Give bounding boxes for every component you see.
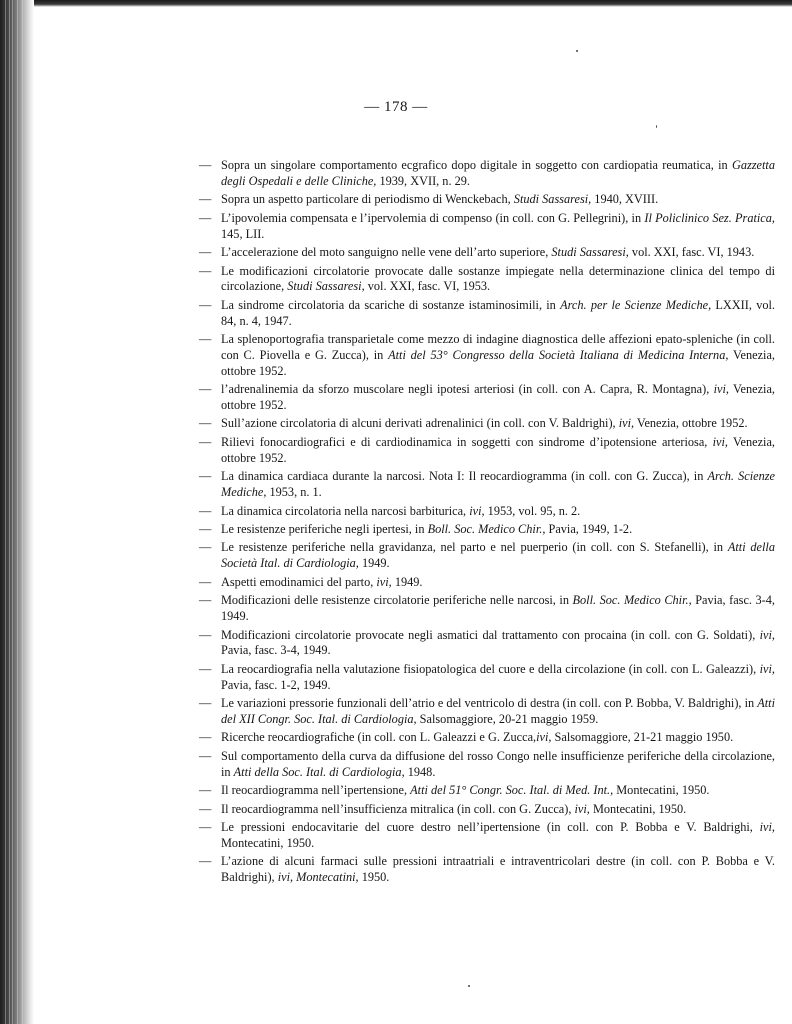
entry-title: L’ipovolemia compensata e l’ipervolemia di compenso (in coll. con G. Pellegrini), in [221, 210, 645, 225]
entry-source: Studi Sassaresi, [551, 245, 629, 260]
entry-dash: — [199, 521, 212, 536]
entry-text [221, 192, 775, 208]
entry-details: Venezia, ottobre 1952. [221, 382, 775, 412]
publication-entry [199, 522, 779, 538]
entry-source: ivi, [759, 627, 775, 642]
entry-title: Le resistenze periferiche nella gravidanza, nel parto e nel puerperio (in coll. con S. Stefanelli), in [221, 540, 728, 555]
scan-left-edge [0, 0, 34, 1024]
entry-title: La reocardiografia nella valutazione fisiopatologica del cuore e della circolazione (in coll. con L. Galeazzi), [221, 661, 760, 676]
entry-details: 1953, n. 1. [266, 485, 322, 500]
entry-dash: — [199, 332, 212, 347]
entry-title: Le modificazioni circolatorie provocate dalle sostanze impiegate nella determinazione clinica del tempo di circolazione, [221, 263, 775, 294]
entry-dash: — [199, 574, 212, 589]
publication-entry [199, 504, 779, 520]
entry-dash: — [199, 661, 212, 676]
publication-entry [199, 749, 779, 781]
entry-details: Montecatini, 1950. [613, 783, 710, 798]
entry-details: 1940, XVIII. [591, 192, 659, 207]
entry-text [221, 696, 775, 728]
publication-entry [199, 820, 779, 852]
publication-entry [199, 783, 779, 799]
publication-entry [199, 730, 779, 746]
entry-dash: — [199, 210, 212, 225]
entry-title: La sindrome circolatoria da scariche di sostanze istaminosimili, in [221, 297, 561, 312]
entry-dash: — [199, 783, 212, 798]
publication-entry [199, 854, 779, 886]
entry-details: 1949. [391, 574, 423, 589]
publication-entry [199, 575, 779, 591]
page-number: — 178 — [364, 99, 428, 115]
publication-entry [199, 435, 779, 467]
publication-entry [199, 245, 779, 261]
entry-text [221, 245, 775, 261]
entry-dash: — [199, 696, 212, 711]
publication-entry [199, 298, 779, 330]
publication-entry [199, 593, 779, 625]
entry-source: Arch. per le Scienze Mediche, [560, 297, 712, 312]
entry-source: ivi, [376, 574, 392, 589]
entry-text [221, 820, 775, 852]
publication-entry [199, 382, 779, 414]
entry-dash: — [199, 854, 212, 869]
entry-text [221, 504, 775, 520]
entry-text [221, 540, 775, 572]
entry-details: Pavia, fasc. 3-4, 1949. [221, 643, 331, 658]
entry-dash: — [199, 469, 212, 484]
entry-source: Studi Sassaresi, [513, 192, 592, 207]
entry-title: Le variazioni pressorie funzionali dell’atrio e del ventricolo di destra (in coll. con P. Bobba, V. Baldrighi), in [221, 696, 758, 711]
entry-source: Atti del 51° Congr. Soc. Ital. di Med. Int., [410, 783, 614, 798]
entry-title: l’adrenalinemia da sforzo muscolare negli ipotesi arteriosi (in coll. con A. Capra, R. Montagna), [221, 382, 714, 397]
publication-entry [199, 802, 779, 818]
entry-title: Sull’azione circolatoria di alcuni derivati adrenalinici (in coll. con V. Baldrighi), [221, 416, 619, 431]
entry-text [221, 469, 775, 501]
entry-dash: — [199, 593, 212, 608]
entry-title: Le resistenze periferiche negli ipertesi, in [221, 521, 428, 536]
entry-text [221, 416, 775, 432]
scan-speck [656, 125, 657, 128]
publication-entry [199, 469, 779, 501]
entry-details: 1953, vol. 95, n. 2. [484, 503, 581, 518]
entry-dash: — [199, 503, 212, 518]
entry-dash: — [199, 730, 212, 745]
entry-source: ivi, [536, 730, 552, 745]
entry-text [221, 298, 775, 330]
entry-source: Atti del XII Congr. Soc. Ital. di Cardiologia, [221, 696, 775, 726]
entry-source: ivi, [618, 416, 635, 431]
entry-details: vol. XXI, fasc. VI, 1953. [364, 279, 491, 294]
entry-title: Rilievi fonocardiografici e di cardiodinamica in soggetti con sindrome d’ipotensione arteriosa, [221, 434, 713, 449]
entry-text [221, 662, 775, 694]
entry-dash: — [199, 382, 212, 397]
entry-dash: — [199, 192, 212, 207]
entry-details: Salsomaggiore, 21-21 maggio 1950. [551, 730, 734, 745]
entry-title: Le pressioni endocavitarie del cuore destro nell’ipertensione (in coll. con P. Bobba e V. Baldrighi, [221, 820, 760, 835]
entry-source: ivi, [713, 382, 729, 397]
entry-details: Montecatini, 1950. [221, 835, 315, 850]
entry-text [221, 158, 775, 190]
entry-details: 1948. [404, 764, 436, 779]
entry-dash: — [199, 245, 212, 260]
entry-dash: — [199, 748, 212, 763]
entry-dash: — [199, 627, 212, 642]
entry-title: Aspetti emodinamici del parto, [221, 574, 377, 589]
entry-details: Pavia, 1949, 1-2. [545, 521, 633, 536]
entry-source: Gazzetta degli Ospedali e delle Cliniche, [221, 158, 775, 188]
entry-source: Studi Sassaresi, [287, 279, 365, 294]
entry-title: Sul comportamento della curva da diffusione del rosso Congo nelle insufficienze periferiche della circolazione, in [221, 748, 775, 779]
entry-text [221, 730, 775, 746]
entry-dash: — [199, 297, 212, 312]
entry-details: vol. XXI, fasc. VI, 1943. [628, 245, 755, 260]
entry-title: Sopra un singolare comportamento ecgrafico dopo digitale in soggetto con cardiopatia reumatica, in [221, 158, 732, 172]
entry-title: Sopra un aspetto particolare di periodismo di Wenckebach, [221, 192, 514, 207]
entry-text [221, 628, 775, 660]
entry-details: Venezia, ottobre 1952. [221, 434, 776, 465]
entry-dash: — [199, 263, 212, 278]
entry-details: Venezia, ottobre 1952. [634, 416, 748, 431]
entry-text [221, 264, 775, 296]
entry-dash: — [199, 434, 212, 449]
entry-text [221, 332, 775, 379]
entry-details: Venezia, ottobre 1952. [221, 347, 775, 378]
entry-dash: — [199, 801, 212, 816]
entry-source: Atti della Società Ital. di Cardiologia, [221, 540, 775, 571]
entry-details: LXXII, vol. 84, n. 4, 1947. [221, 297, 775, 328]
entry-text [221, 575, 775, 591]
entry-dash: — [199, 416, 212, 431]
entry-source: ivi, [712, 434, 728, 449]
publication-entry [199, 158, 779, 190]
entry-details: Salsomaggiore, 20-21 maggio 1959. [416, 711, 599, 726]
publication-entry [199, 264, 779, 296]
entry-dash: — [199, 158, 212, 172]
entry-source: ivi, [574, 801, 590, 816]
publication-entry [199, 540, 779, 572]
entry-source: ivi, [469, 503, 485, 518]
entry-title: La splenoportografia transparietale come mezzo di indagine diagnostica delle affezioni epato-spleniche (in coll. con C. Piovella e G. Zucca), in [221, 332, 775, 362]
entry-details: 1949. [358, 556, 390, 571]
entry-source: Boll. Soc. Medico Chir., [427, 521, 546, 536]
entry-source: ivi, [759, 820, 775, 835]
entry-text [221, 593, 775, 625]
entry-text [221, 802, 775, 818]
entry-details: Montecatini, 1950. [589, 801, 687, 816]
scan-speck [468, 985, 470, 987]
entry-source: Arch. Scienze Mediche, [221, 469, 775, 500]
entry-title: La dinamica circolatoria nella narcosi barbiturica, [221, 503, 470, 518]
entry-dash: — [199, 540, 212, 555]
entry-details: 145, LII. [221, 226, 265, 241]
entry-title: Modificazioni circolatorie provocate negli asmatici dal trattamento con procaina (in coll. con G. Soldati), [221, 627, 760, 642]
scan-top-shadow [30, 0, 792, 7]
entry-title: Il reocardiogramma nell’ipertensione, [221, 783, 411, 798]
entry-text [221, 435, 775, 467]
entry-text [221, 211, 775, 243]
publication-entry [199, 332, 779, 379]
entry-text [221, 749, 775, 781]
publication-entry [199, 192, 779, 208]
entry-source: Boll. Soc. Medico Chir., [572, 593, 692, 608]
entry-text [221, 854, 775, 886]
entry-title: Modificazioni delle resistenze circolatorie periferiche nelle narcosi, in [221, 593, 573, 608]
publication-entry [199, 416, 779, 432]
publication-list [199, 158, 779, 889]
entry-title: Il reocardiogramma nell’insufficienza mitralica (in coll. con G. Zucca), [221, 801, 575, 816]
publication-entry [199, 662, 779, 694]
entry-text [221, 783, 775, 799]
entry-title: La dinamica cardiaca durante la narcosi. Nota I: Il reocardiogramma (in coll. con G. Zucca), in [221, 469, 708, 484]
entry-text [221, 522, 775, 538]
entry-title: Ricerche reocardiografiche (in coll. con L. Galeazzi e G. Zucca, [221, 730, 537, 745]
entry-details: 1950. [358, 870, 390, 885]
entry-details: 1939, XVII, n. 29. [376, 173, 470, 188]
entry-source: ivi, Montecatini, [277, 870, 359, 885]
entry-source: Il Policlinico Sez. Pratica, [644, 210, 775, 225]
entry-source: ivi, [759, 661, 775, 676]
scan-speck [576, 50, 578, 52]
entry-title: L’azione di alcuni farmaci sulle pressioni intraatriali e intraventricolari destre (in coll. con P. Bobba e V. Baldrighi), [221, 854, 775, 885]
entry-title: L’accelerazione del moto sanguigno nelle vene dell’arto superiore, [221, 245, 552, 260]
entry-text [221, 382, 775, 414]
entry-source: Atti del 53° Congresso della Società Italiana di Medicina Interna, [388, 347, 729, 362]
entry-dash: — [199, 820, 212, 835]
entry-source: Atti della Soc. Ital. di Cardiologia, [233, 764, 405, 779]
publication-entry [199, 696, 779, 728]
publication-entry [199, 211, 779, 243]
entry-details: Pavia, fasc. 1-2, 1949. [221, 677, 331, 692]
entry-details: Pavia, fasc. 3-4, 1949. [221, 593, 775, 624]
publication-entry [199, 628, 779, 660]
